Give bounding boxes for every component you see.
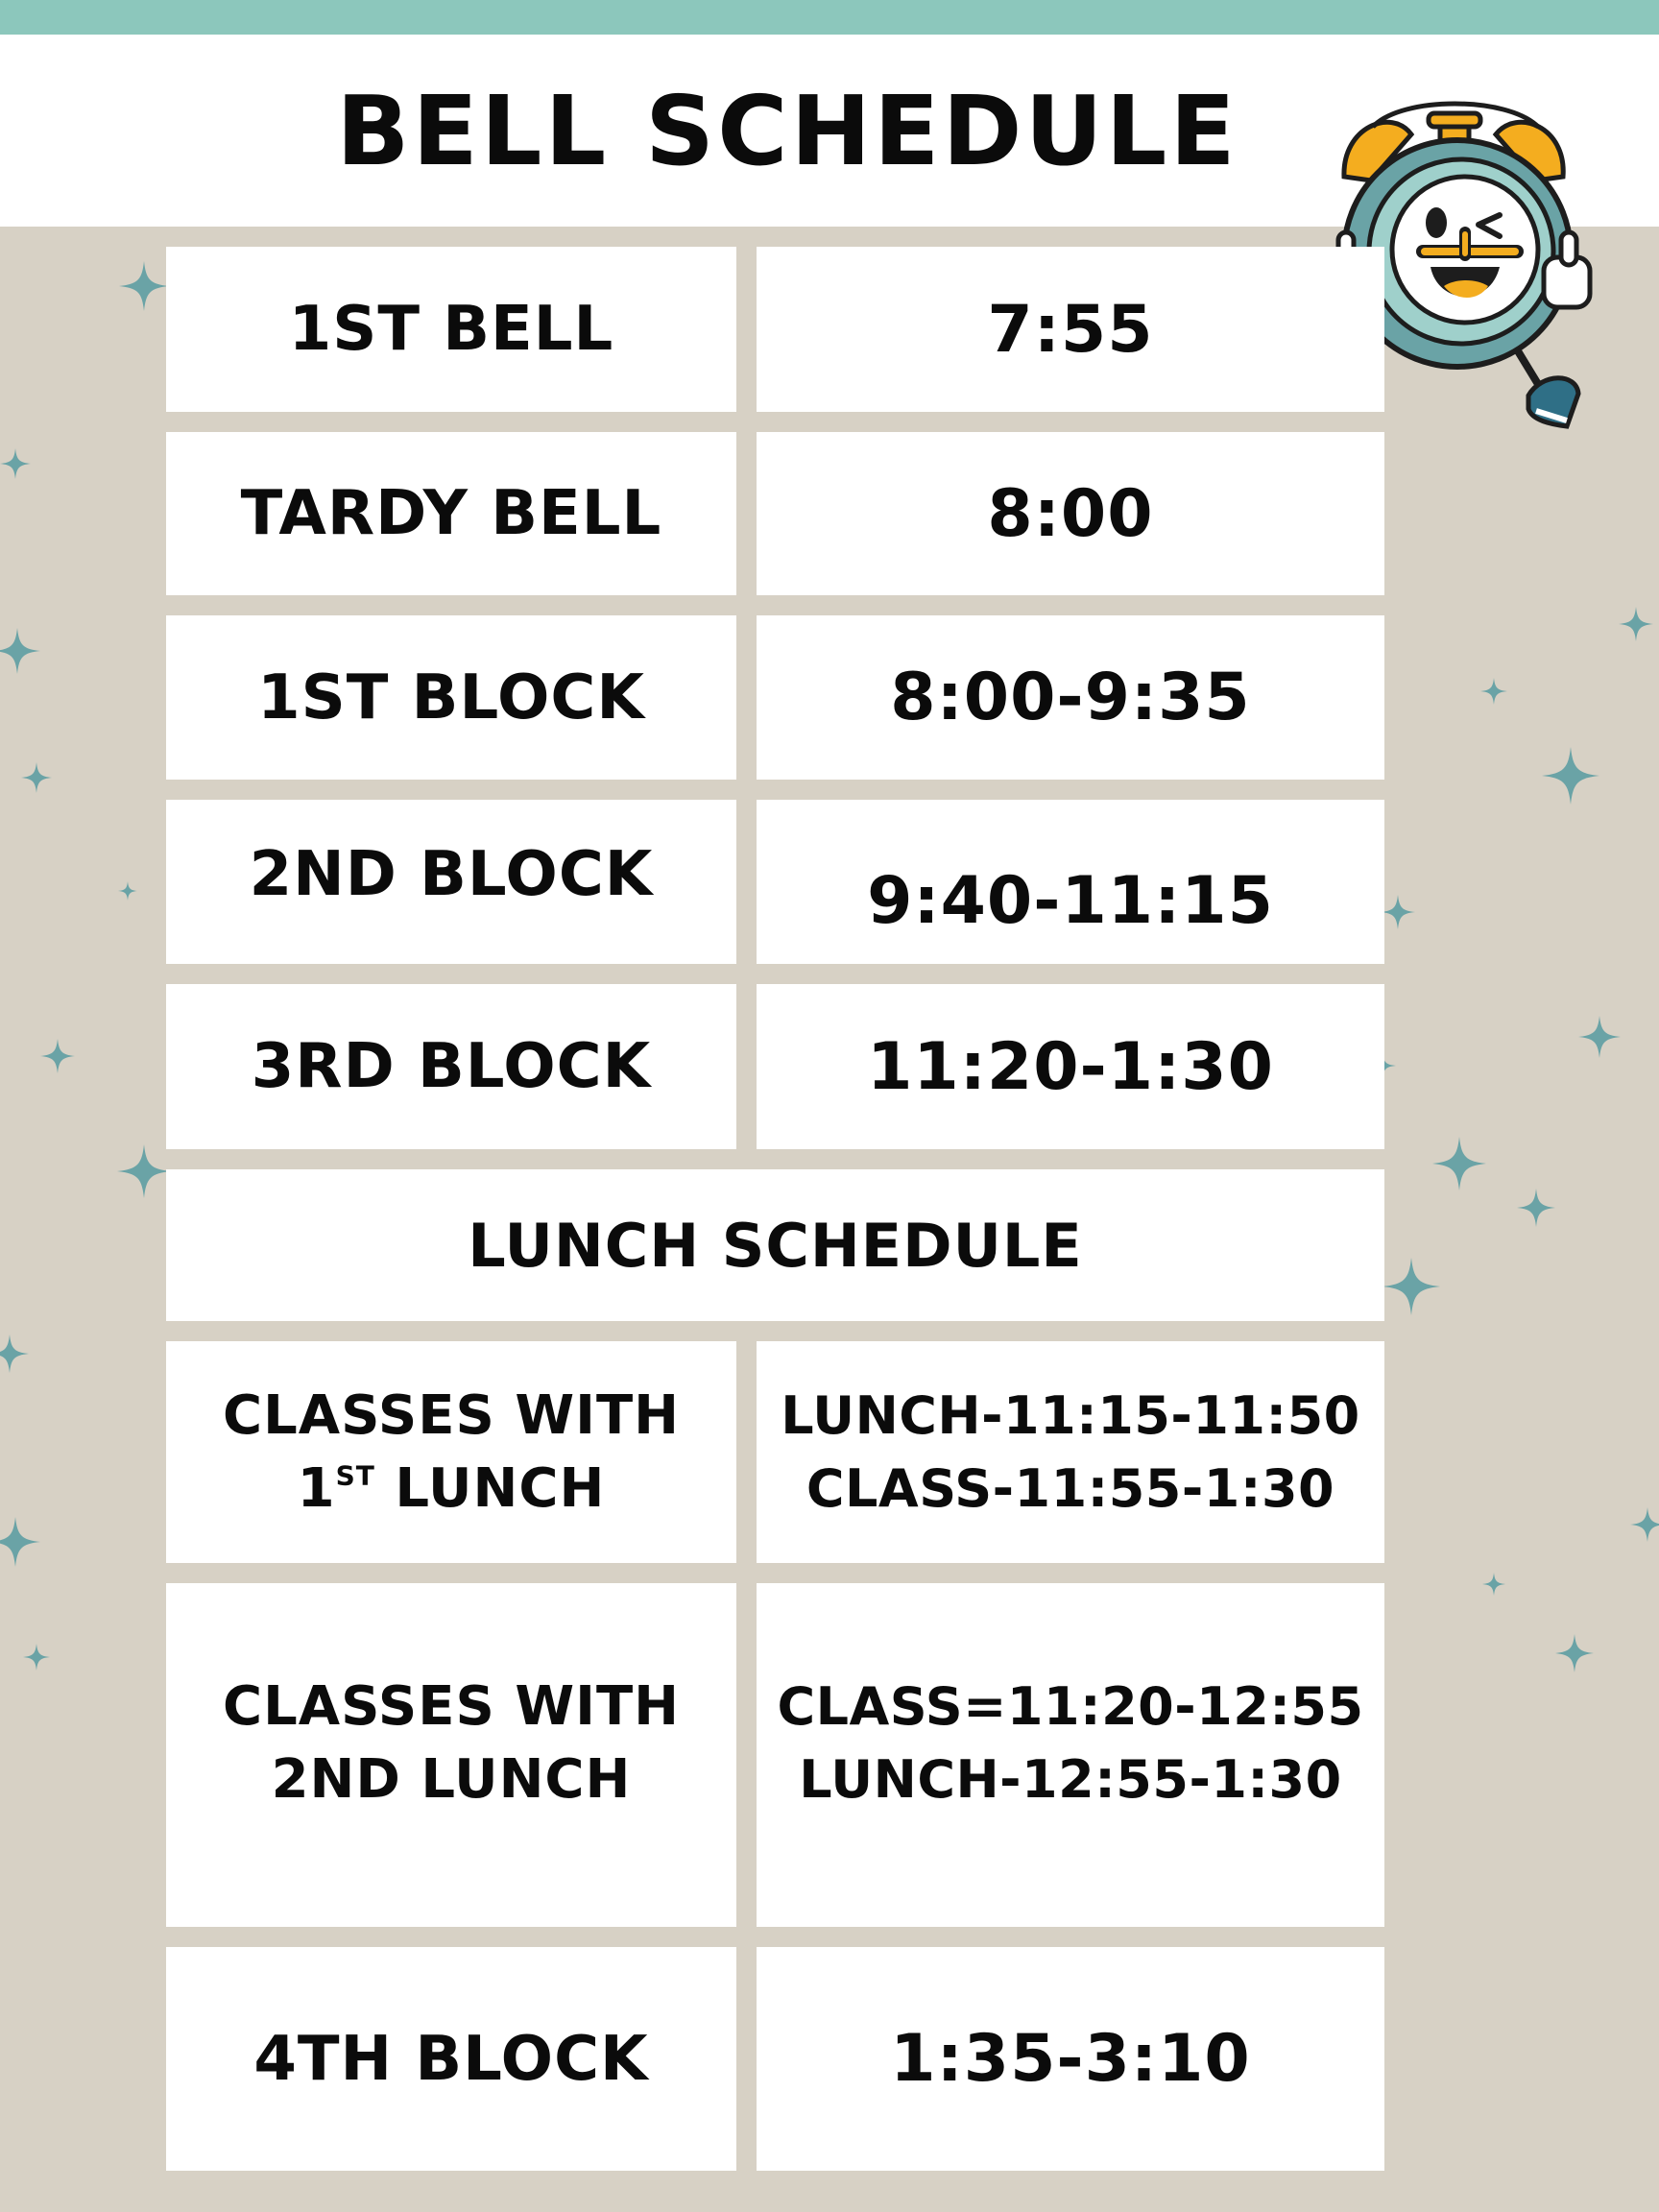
row-time-3rd-block: 11:20-1:30 xyxy=(757,984,1384,1149)
sparkle-icon xyxy=(1382,1258,1440,1315)
sparkle-icon xyxy=(1630,1507,1659,1542)
row-time-1st-block: 8:00-9:35 xyxy=(757,615,1384,780)
sparkle-icon xyxy=(117,1144,171,1198)
lunch1-label-line2 xyxy=(298,1453,606,1526)
sparkle-icon xyxy=(21,762,52,793)
lunch2-label-line2: 2ND LUNCH xyxy=(271,1748,632,1811)
lunch1-label-line1: CLASSES WITH xyxy=(222,1383,681,1447)
lunch2-label-line1: CLASSES WITH xyxy=(222,1675,681,1738)
sparkle-icon xyxy=(119,261,169,311)
row-label-1st-bell: 1ST BELL xyxy=(166,247,736,412)
lunch-schedule-header: LUNCH SCHEDULE xyxy=(166,1169,1384,1321)
sparkle-icon xyxy=(1517,1189,1555,1227)
sparkle-icon xyxy=(1381,895,1415,929)
lunch2-time-line2: LUNCH-12:55-1:30 xyxy=(799,1749,1342,1810)
lunch1-label-num: 1 xyxy=(297,1456,336,1520)
lunch1-time-line2: CLASS-11:55-1:30 xyxy=(805,1457,1335,1519)
row-label-tardy-bell: TARDY BELL xyxy=(166,432,736,595)
row-label-1st-block: 1ST BLOCK xyxy=(166,615,736,780)
sparkle-icon xyxy=(1555,1634,1594,1672)
row-time-2nd-lunch xyxy=(757,1583,1384,1927)
lunch1-time-line1: LUNCH-11:15-11:50 xyxy=(781,1384,1360,1446)
sparkle-icon xyxy=(0,628,40,674)
sparkle-icon xyxy=(23,1644,50,1671)
sparkle-icon xyxy=(40,1039,75,1073)
accent-bar xyxy=(0,0,1659,35)
row-time-1st-bell: 7:55 xyxy=(757,247,1384,412)
row-time-tardy-bell: 8:00 xyxy=(757,432,1384,595)
row-label-3rd-block: 3RD BLOCK xyxy=(166,984,736,1149)
page-title: BELL SCHEDULE xyxy=(336,74,1238,187)
lunch1-label-sup: ST xyxy=(335,1459,375,1492)
sparkle-icon xyxy=(1578,1016,1621,1058)
sparkle-icon xyxy=(118,881,137,901)
sparkle-icon xyxy=(1619,607,1653,641)
sparkle-icon xyxy=(0,1334,29,1373)
sparkle-icon xyxy=(0,448,31,479)
sparkle-icon xyxy=(1542,747,1599,805)
sparkle-icon xyxy=(1482,1573,1505,1596)
lunch2-time-line1: CLASS=11:20-12:55 xyxy=(777,1676,1364,1737)
row-time-1st-lunch xyxy=(757,1341,1384,1563)
row-label-1st-lunch xyxy=(166,1341,736,1563)
row-time-2nd-block: 9:40-11:15 xyxy=(757,800,1384,964)
sparkle-icon xyxy=(0,1517,40,1567)
sparkle-icon xyxy=(1480,678,1507,705)
lunch1-label-rest: LUNCH xyxy=(374,1456,606,1520)
row-time-4th-block: 1:35-3:10 xyxy=(757,1947,1384,2171)
row-label-2nd-lunch xyxy=(166,1583,736,1927)
row-label-4th-block: 4TH BLOCK xyxy=(166,1947,736,2171)
sparkle-icon xyxy=(1432,1137,1486,1190)
row-label-2nd-block: 2ND BLOCK xyxy=(166,800,736,964)
